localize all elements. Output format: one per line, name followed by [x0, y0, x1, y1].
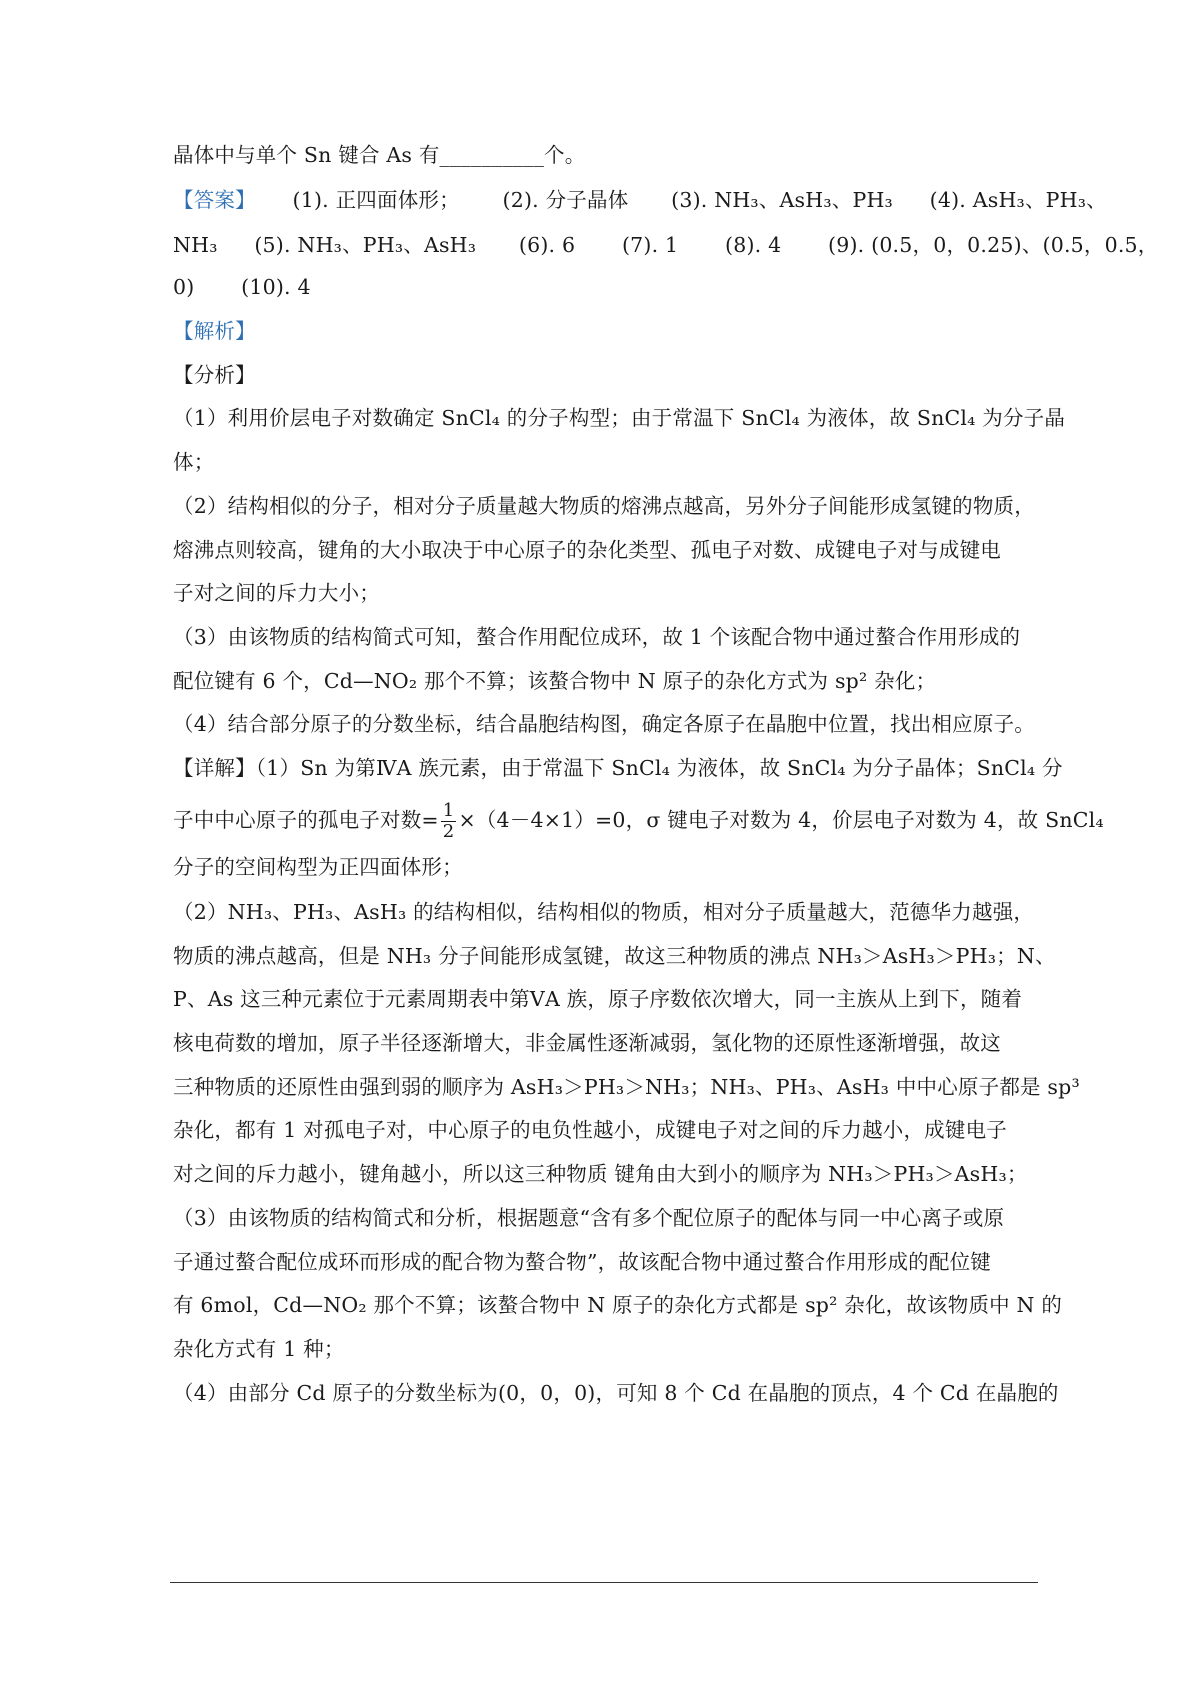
analysis-1: （1）利用价层电子对数确定 SnCl₄ 的分子构型；由于常温下 SnCl₄ 为液体，故 SnCl₄ 为分子晶 — [173, 406, 1066, 430]
fraction-denominator: 2 — [442, 821, 455, 842]
detail-3b: 子通过螯合配位成环而形成的配合物为螯合物”，故该配合物中通过螯合作用形成的配位键 — [173, 1250, 991, 1274]
analysis-2: （2）结构相似的分子，相对分子质量越大物质的熔沸点越高，另外分子间能形成氢键的物质， — [173, 494, 1035, 518]
answer-item-9: (9). (0.5，0，0.25)、(0.5，0.5， — [828, 233, 1159, 257]
fraction-one-half — [441, 801, 457, 842]
detail-2f: 杂化，都有 1 对孤电子对，中心原子的电负性越小，成键电子对之间的斥力越小，成键电子 — [173, 1118, 1007, 1142]
detail-2g: 对之间的斥力越小，键角越小，所以这三种物质 键角由大到小的顺序为 NH₃＞PH₃＞AsH₃； — [173, 1162, 1028, 1186]
analysis-2c: 子对之间的斥力大小； — [173, 581, 380, 605]
jiexi-tag: 【解析】 — [173, 319, 256, 343]
detail-1b-post: ×（4－4×1）=0，σ 键电子对数为 4，价层电子对数为 4，故 SnCl₄ — [458, 808, 1104, 832]
answer-item-8: (8). 4 — [725, 233, 782, 257]
fraction-numerator: 1 — [442, 800, 455, 821]
answer-tag: 【答案】 — [173, 188, 256, 212]
answer-item-1: (1). 正四面体形； — [292, 188, 460, 212]
answer-item-5: (5). NH₃、PH₃、AsH₃ — [254, 233, 477, 257]
footer-divider — [170, 1582, 1038, 1583]
answer-item-3: (3). NH₃、AsH₃、PH₃ — [671, 188, 893, 212]
answer-line-2 — [173, 230, 1159, 260]
detail-3c: 有 6mol，Cd—NO₂ 那个不算；该螯合物中 N 原子的杂化方式都是 sp² 杂化，故该物质中 N 的 — [173, 1293, 1063, 1317]
detail-2e: 三种物质的还原性由强到弱的顺序为 AsH₃＞PH₃＞NH₃；NH₃、PH₃、AsH₃ 中中心原子都是 sp³ — [173, 1075, 1080, 1099]
answer-item-9-cont: 0) — [173, 275, 195, 299]
answer-item-6: (6). 6 — [518, 233, 576, 257]
detail-1b-pre: 子中中心原子的孤电子对数= — [173, 808, 439, 832]
analysis-4: （4）结合部分原子的分数坐标，结合晶胞结构图，确定各原子在晶胞中位置，找出相应原子。 — [173, 712, 1035, 736]
answer-item-10: (10). 4 — [241, 275, 311, 299]
analysis-3b: 配位键有 6 个，Cd—NO₂ 那个不算；该螯合物中 N 原子的杂化方式为 sp² 杂化； — [173, 669, 937, 693]
detail-1c: 分子的空间构型为正四面体形； — [173, 855, 463, 879]
detail-2d: 核电荷数的增加，原子半径逐渐增大，非金属性逐渐减弱，氢化物的还原性逐渐增强，故这 — [173, 1031, 1001, 1055]
question-tail-line: 晶体中与单个 Sn 键合 As 有__________个。 — [173, 143, 586, 167]
analysis-1b: 体； — [173, 450, 215, 474]
detail-4: （4）由部分 Cd 原子的分数坐标为(0，0，0)，可知 8 个 Cd 在晶胞的顶点，4 个 Cd 在晶胞的 — [173, 1381, 1059, 1405]
detail-2: （2）NH₃、PH₃、AsH₃ 的结构相似，结构相似的物质，相对分子质量越大，范德华力越强， — [173, 900, 1035, 924]
answer-item-7: (7). 1 — [621, 233, 679, 257]
detail-1: 【详解】（1）Sn 为第ⅣA 族元素，由于常温下 SnCl₄ 为液体，故 SnCl₄ 为分子晶体；SnCl₄ 分 — [173, 756, 1063, 780]
analysis-3: （3）由该物质的结构简式可知，螯合作用配位成环，故 1 个该配合物中通过螯合作用形成的 — [173, 625, 1021, 649]
answer-line-3 — [173, 272, 1043, 302]
answer-item-4: (4). AsH₃、PH₃、 — [929, 188, 1107, 212]
detail-2c: P、As 这三种元素位于元素周期表中第ⅤA 族，原子序数依次增大，同一主族从上到下，随着 — [173, 987, 1023, 1011]
detail-1b — [173, 798, 1104, 842]
analysis-2b: 熔沸点则较高，键角的大小取决于中心原子的杂化类型、孤电子对数、成键电子对与成键电 — [173, 538, 1001, 562]
answer-item-2: (2). 分子晶体 — [502, 188, 629, 212]
fenxi-tag: 【分析】 — [173, 363, 256, 387]
detail-3: （3）由该物质的结构简式和分析，根据题意“含有多个配位原子的配体与同一中心离子或原 — [173, 1206, 1005, 1230]
answer-item-4-cont: NH₃ — [173, 233, 218, 257]
answer-line-1 — [173, 185, 1107, 215]
detail-2b: 物质的沸点越高，但是 NH₃ 分子间能形成氢键，故这三种物质的沸点 NH₃＞AsH₃＞PH₃；N、 — [173, 944, 1056, 968]
detail-3d: 杂化方式有 1 种； — [173, 1337, 345, 1361]
